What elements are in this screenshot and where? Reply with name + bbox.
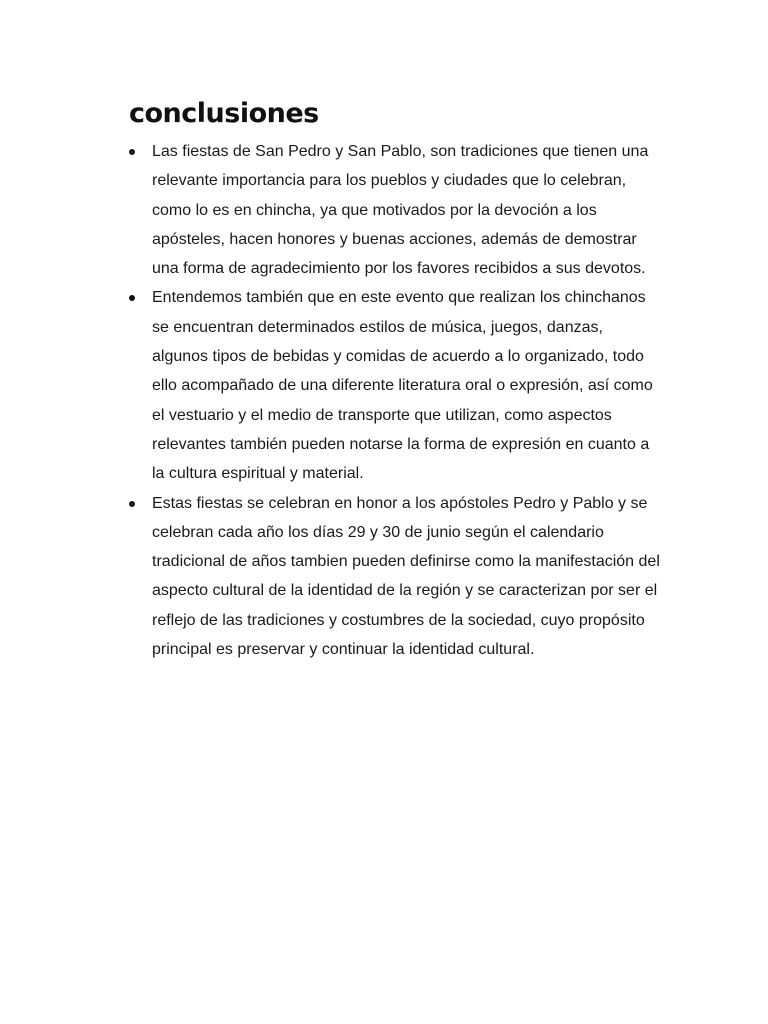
bullet-icon xyxy=(129,501,135,507)
list-item xyxy=(129,489,661,665)
conclusions-list xyxy=(129,137,661,664)
list-item xyxy=(129,283,661,488)
list-item xyxy=(129,137,661,283)
page-title: conclusiones xyxy=(129,98,319,129)
bullet-icon xyxy=(129,295,135,301)
list-item-text: Estas fiestas se celebran en honor a los apóstoles Pedro y Pablo y se celebran cada año los días 29 y 30 de junio según el calendario tradicional de años tambien pueden definirse como la manifestación del aspecto cultural de la identidad de la región y se caracterizan por ser el reflejo de las tradiciones y costumbres de la sociedad, cuyo propósito principal es preservar y continuar la identidad cultural. xyxy=(152,494,660,659)
list-item-text: Entendemos también que en este evento que realizan los chinchanos se encuentran determinados estilos de música, juegos, danzas, algunos tipos de bebidas y comidas de acuerdo a lo organizado, todo ello acompañado de una diferente literatura oral o expresión, así como el vestuario y el medio de transporte que utilizan, como aspectos relevantes también pueden notarse la forma de expresión en cuanto a la cultura espiritual y material. xyxy=(152,289,653,483)
bullet-icon xyxy=(129,149,135,155)
list-item-text: Las fiestas de San Pedro y San Pablo, son tradiciones que tienen una relevante importancia para los pueblos y ciudades que lo celebran, como lo es en chincha, ya que motivados por la devoción a los apósteles, hacen honores y buenas acciones, además de demostrar una forma de agradecimiento por los favores recibidos a sus devotos. xyxy=(152,143,649,278)
